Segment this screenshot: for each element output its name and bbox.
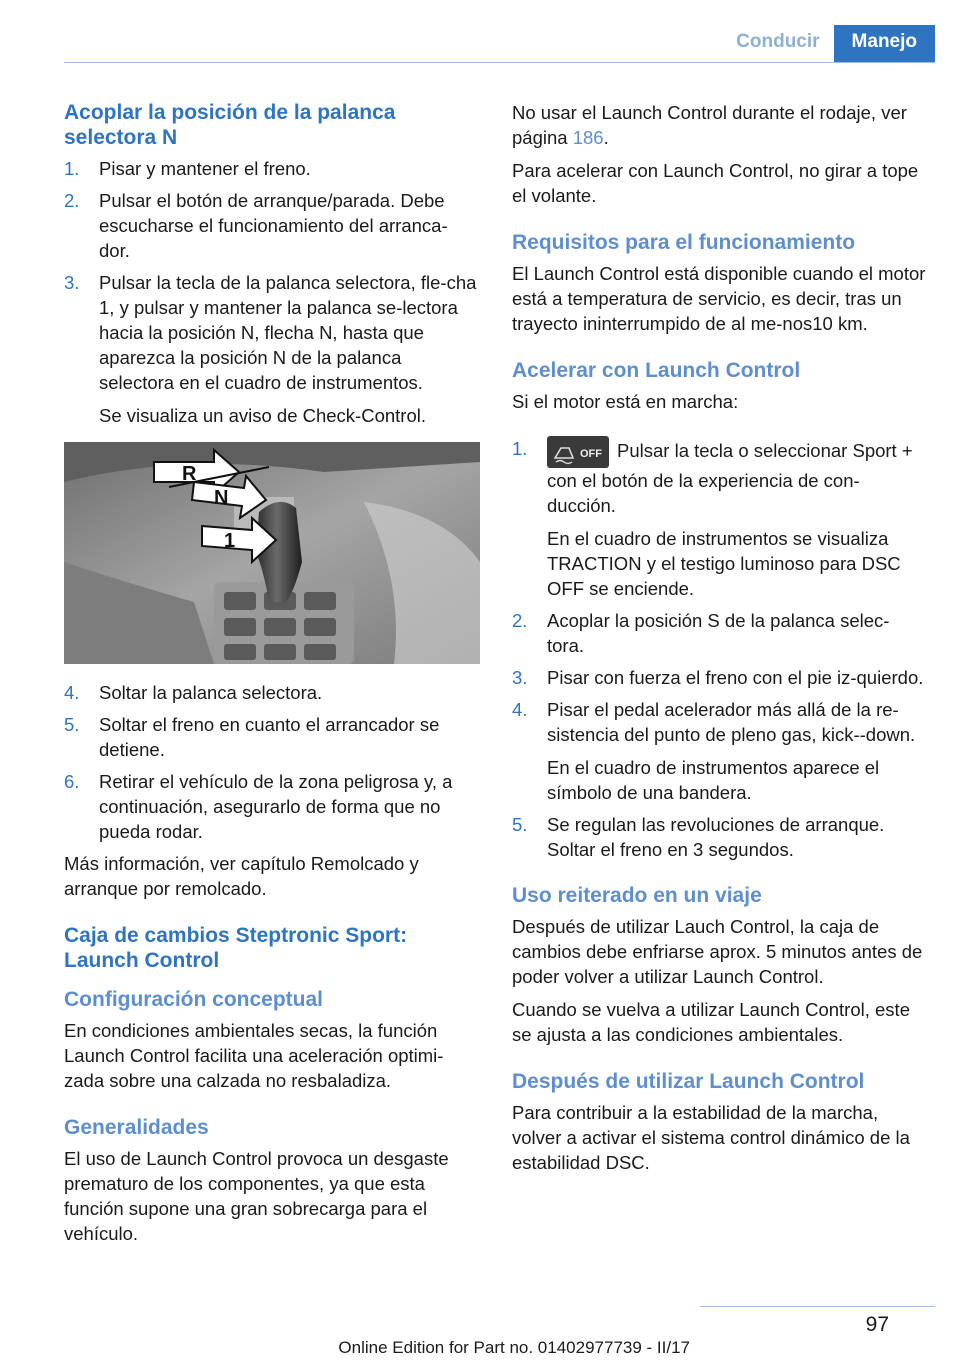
paragraph-acelerar: Si el motor está en marcha: [512,391,739,412]
step-number: 4. [512,699,528,720]
step-number: 3. [64,272,80,293]
list-item [64,680,478,705]
footer-rule [700,1306,935,1307]
step-note: Se visualiza un aviso de Check-Control. [99,405,426,426]
step-text: Pisar el pedal acelerador más allá de la re-sistencia del punto de pleno gas, kick--down. [547,699,916,745]
paragraph-rodaje [512,100,926,150]
icon-off-label: OFF [580,448,602,460]
step-number: 1. [64,158,80,179]
rodaje-end: . [603,127,609,148]
steps-list-b [64,680,478,844]
header-rule [64,62,935,63]
list-item [512,608,926,658]
left-column [64,100,478,1254]
list-item [512,697,926,805]
list-item [64,769,478,844]
step-text: Pulsar el botón de arranque/parada. Debe escucharse el funcionamiento del arranca-dor. [99,190,448,261]
heading-requisitos: Requisitos para el funcionamiento [512,231,856,254]
heading-configuracion: Configuración conceptual [64,988,324,1011]
arrow-label-n: N [214,487,229,509]
paragraph-mas-info: Más información, ver capítulo Remolcado y arranque por remolcado. [64,853,419,899]
paragraph-volante: Para acelerar con Launch Control, no girar a tope el volante. [512,160,919,206]
paragraph-generalidades: El uso de Launch Control provoca un desgaste prematuro de los componentes, ya que esta función supone una gran sobrecarga para el vehículo. [64,1148,449,1244]
arrow-label-1: 1 [224,530,236,552]
steps-list-right [512,436,926,862]
paragraph-uso-1: Después de utilizar Lauch Control, la caja de cambios debe enfriarse aprox. 5 minutos antes de poder volver a utilizar Launch Control. [512,916,923,987]
paragraph-requisitos: El Launch Control está disponible cuando el motor está a temperatura de servicio, es decir, tras un trayecto ininterrumpido de al me-nos10 km. [512,263,926,334]
step-text: Acoplar la posición S de la palanca selec-tora. [547,610,890,656]
arrow-label-r: R [182,463,197,485]
step-number: 3. [512,667,528,688]
list-item [64,270,478,428]
paragraph-despues: Para contribuir a la estabilidad de la marcha, volver a activar el sistema control dinámico de la estabilidad DSC. [512,1102,910,1173]
right-column [512,100,926,1183]
list-item [64,188,478,263]
gear-selector-figure [64,442,480,664]
list-item [512,436,926,601]
page-number: 97 [865,1313,889,1336]
step-text: Se regulan las revoluciones de arranque. Soltar el freno en 3 segundos. [547,814,885,860]
paragraph-configuracion: En condiciones ambientales secas, la función Launch Control facilita una aceleración optimi-zada sobre una calzada no resbaladiza. [64,1020,444,1091]
heading-acelerar: Acelerar con Launch Control [512,359,801,382]
page-link-186[interactable]: 186 [572,127,604,148]
list-item [512,665,926,690]
heading-despues: Después de utilizar Launch Control [512,1070,865,1093]
gear-selector-illustration [64,442,480,664]
step-text: Soltar el freno en cuanto el arrancador se detiene. [99,714,440,760]
step-text: Retirar el vehículo de la zona peligrosa y, a continuación, asegurarlo de forma que no pueda rodar. [99,771,453,842]
step-number: 6. [64,771,80,792]
steps-list-a [64,156,478,428]
tab-manejo[interactable]: Manejo [834,25,935,62]
step-number: 1. [512,438,528,459]
rodaje-text: No usar el Launch Control durante el rodaje, ver página [512,102,907,148]
step-text: Soltar la palanca selectora. [99,682,323,703]
step-number: 4. [64,682,80,703]
edition-footer: Online Edition for Part no. 01402977739 - II/17 [338,1338,690,1357]
step-text: Pisar con fuerza el freno con el pie iz-quierdo. [547,667,924,688]
step-number: 5. [64,714,80,735]
list-item [512,812,926,862]
step-note: En el cuadro de instrumentos se visualiza TRACTION y el testigo luminoso para DSC OFF se enciende. [547,528,901,599]
list-item [64,712,478,762]
heading-generalidades: Generalidades [64,1116,209,1139]
step-note: En el cuadro de instrumentos aparece el símbolo de una bandera. [547,757,880,803]
heading-caja-cambios: Caja de cambios Steptronic Sport: Launch Control [64,924,408,972]
step-number: 2. [64,190,80,211]
list-item [64,156,478,181]
tab-conducir[interactable]: Conducir [736,31,820,52]
dsc-off-button-icon [547,436,609,468]
heading-acoplar: Acoplar la posición de la palanca selectora N [64,101,396,149]
step-number: 5. [512,814,528,835]
step-text: Pulsar la tecla o seleccionar Sport + con el botón de la experiencia de con-ducción. [547,439,913,516]
step-text: Pisar y mantener el freno. [99,158,311,179]
step-number: 2. [512,610,528,631]
step-text: Pulsar la tecla de la palanca selectora, fle-cha 1, y pulsar y mantener la palanca se-lectora hacia la posición N, flecha N, hasta que aparezca la posición N de la palanca selectora en el cuadro de instrumentos. [99,272,477,393]
header-tabs [722,25,935,62]
heading-uso-reiterado: Uso reiterado en un viaje [512,884,762,907]
paragraph-uso-2: Cuando se vuelva a utilizar Launch Control, este se ajusta a las condiciones ambientales. [512,999,910,1045]
